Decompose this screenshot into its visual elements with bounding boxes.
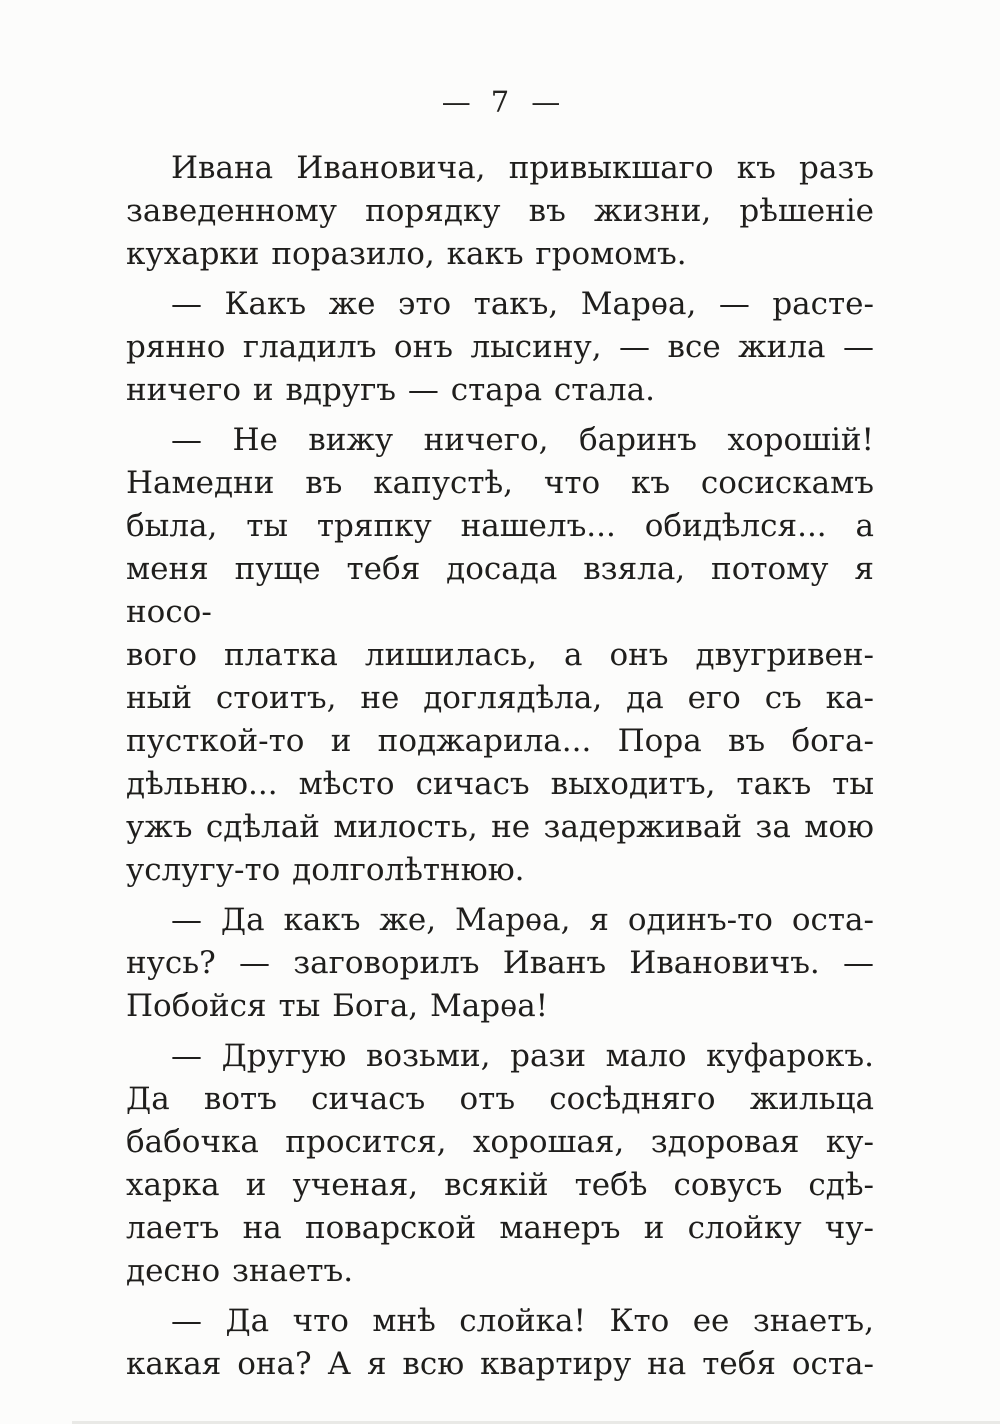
text-line: Побойся ты Бога, Марѳа! — [126, 988, 549, 1024]
page-number: 7 — [490, 85, 510, 119]
paragraph — [126, 147, 874, 276]
text-line: ничего и вдругъ — стара стала. — [126, 372, 655, 408]
text-line: — Какъ же это такъ, Марѳа, — расте- — [171, 286, 874, 322]
text-line: харка и ученая, всякій тебѣ совусъ сдѣ- — [126, 1167, 874, 1203]
text-line: услугу-то долголѣтнюю. — [126, 852, 525, 888]
page-header — [0, 0, 1000, 120]
text-line: ужъ сдѣлай милость, не задерживай за мою — [126, 809, 874, 845]
text-line: рянно гладилъ онъ лысину, — все жила — — [126, 329, 874, 365]
text-line: нусь? — заговорилъ Иванъ Ивановичъ. — — [126, 945, 874, 981]
text-block — [126, 147, 874, 1386]
text-line: Намедни въ капустѣ, что къ сосискамъ — [126, 465, 874, 501]
text-line: Ивана Ивановича, привыкшаго къ разъ — [171, 150, 874, 186]
paragraph — [126, 283, 874, 412]
paragraph — [126, 899, 874, 1028]
text-line: заведенному порядку въ жизни, рѣшеніе — [126, 193, 874, 229]
text-line: десно знаетъ. — [126, 1253, 354, 1289]
text-line: кухарки поразило, какъ громомъ. — [126, 236, 687, 272]
paragraph — [126, 1300, 874, 1386]
text-line: — Не вижу ничего, баринъ хорошій! — [171, 422, 874, 458]
header-dash-right: — — [531, 85, 559, 119]
text-line: — Да какъ же, Марѳа, я одинъ-то оста- — [171, 902, 874, 938]
text-line: Да вотъ сичасъ отъ сосѣдняго жильца — [126, 1081, 874, 1117]
text-line: дѣльню... мѣсто сичасъ выходитъ, такъ ты — [126, 766, 874, 802]
paragraph — [126, 1035, 874, 1293]
text-line: лаетъ на поварской манеръ и слойку чу- — [126, 1210, 874, 1246]
text-line: — Да что мнѣ слойка! Кто ее знаетъ, — [171, 1303, 874, 1339]
paragraph — [126, 419, 874, 892]
text-line: — Другую возьми, рази мало куфарокъ. — [171, 1038, 874, 1074]
text-line: вого платка лишилась, а онъ двугривен- — [126, 637, 874, 673]
text-line: пусткой-то и поджарила... Пора въ бога- — [126, 723, 874, 759]
text-line: бабочка просится, хорошая, здоровая ку- — [126, 1124, 874, 1160]
header-dash-left: — — [441, 85, 469, 119]
text-line: ный стоитъ, не доглядѣла, да его съ ка- — [126, 680, 874, 716]
text-line: была, ты тряпку нашелъ... обидѣлся... а — [126, 508, 874, 544]
text-line: какая она? А я всю квартиру на тебя оста- — [126, 1346, 874, 1382]
text-line: меня пуще тебя досада взяла, потому я носо- — [126, 551, 874, 630]
